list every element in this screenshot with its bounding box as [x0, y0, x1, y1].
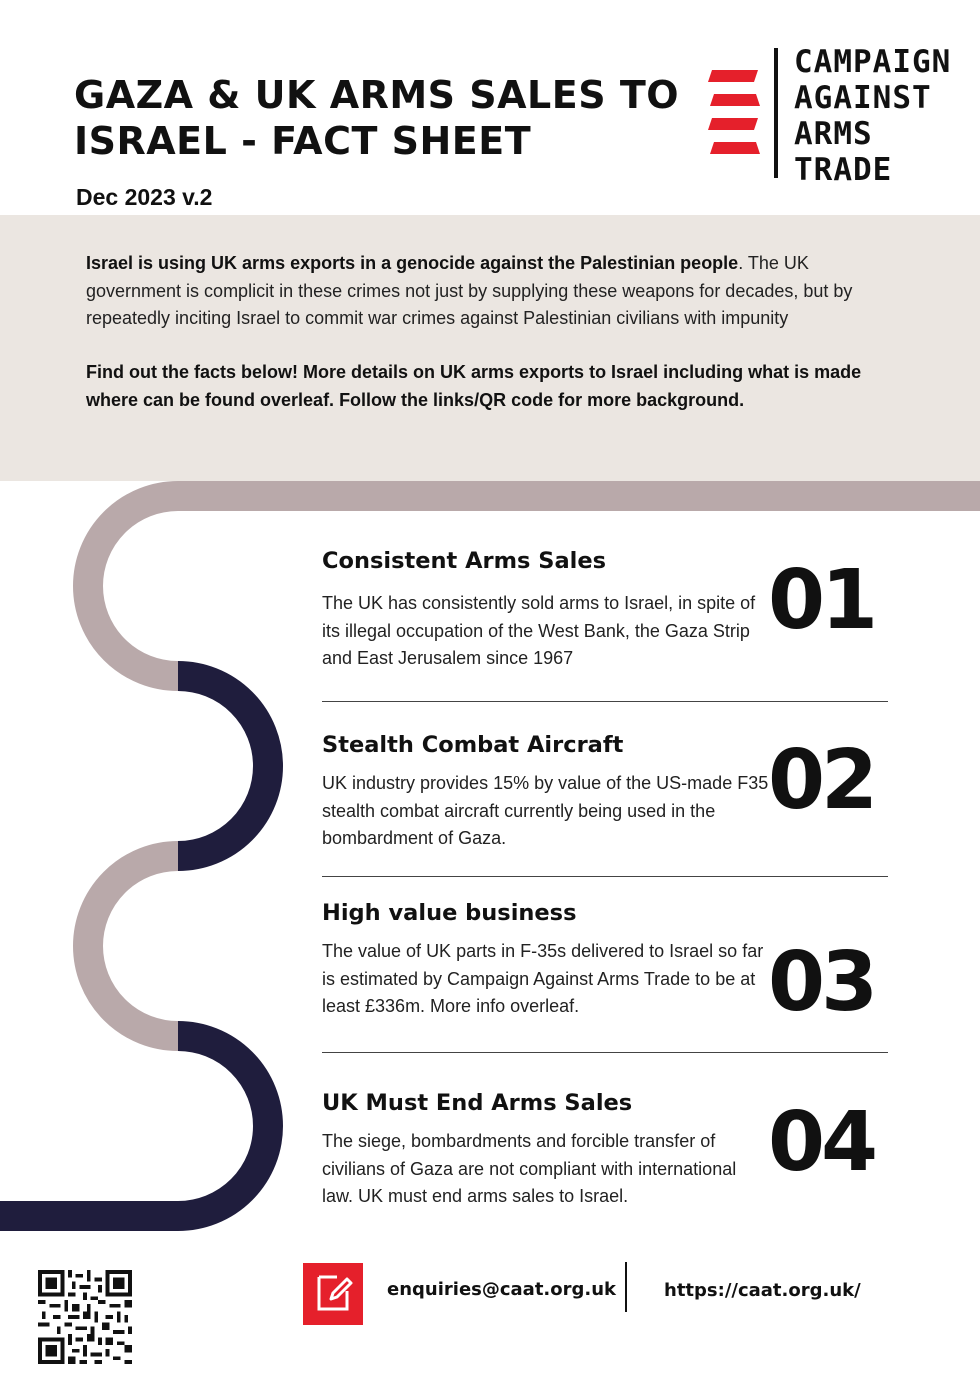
fact-number: 02	[768, 733, 875, 828]
footer-divider	[625, 1262, 627, 1312]
fact-title: Consistent Arms Sales	[322, 548, 607, 574]
fact-number: 04	[768, 1095, 875, 1190]
intro-paragraph	[86, 250, 906, 333]
qr-code-icon[interactable]	[38, 1270, 132, 1364]
caat-logo-wordmark	[794, 44, 951, 188]
edit-pen-icon[interactable]	[303, 1263, 363, 1325]
website-link[interactable]: https://caat.org.uk/	[664, 1280, 861, 1301]
contact-email-link[interactable]: enquiries@caat.org.uk	[387, 1279, 617, 1300]
logo-line-2: AGAINST	[794, 80, 932, 116]
intro-call-to-action: Find out the facts below! More details on UK arms exports to Israel including what is made where can be found overleaf. Follow the links/QR code for more background.	[86, 362, 862, 410]
fact-divider	[322, 1052, 888, 1053]
intro-body: . The UK government is complicit in these crimes not just by supplying these weapons for decades, but by repeatedly inciting Israel to commit war crimes against Palestinian civilians with impunity	[86, 253, 853, 328]
fact-text: UK industry provides 15% by value of the US-made F35 stealth combat aircraft currently being used in the bombardment of Gaza.	[322, 773, 769, 848]
fact-text: The siege, bombardments and forcible transfer of civilians of Gaza are not compliant with international law. UK must end arms sales to Israel.	[322, 1131, 737, 1206]
intro-lead: Israel is using UK arms exports in a genocide against the Palestinian people	[86, 253, 739, 273]
fact-title: UK Must End Arms Sales	[322, 1090, 633, 1116]
fact-item-1	[322, 548, 772, 673]
logo-line-1: CAMPAIGN	[794, 44, 952, 80]
logo-line-3: ARMS	[794, 116, 873, 152]
fact-title: High value business	[322, 900, 577, 926]
fact-item-2	[322, 732, 772, 853]
fact-number: 03	[768, 935, 875, 1030]
page-title	[74, 72, 694, 164]
title-line-1: GAZA & UK ARMS SALES TO	[74, 73, 680, 117]
fact-divider	[322, 876, 888, 877]
fact-item-3	[322, 900, 772, 1021]
logo-line-4: TRADE	[794, 152, 893, 188]
fact-text: The UK has consistently sold arms to Israel, in spite of its illegal occupation of the West Bank, the Gaza Strip and East Jerusalem since 1967	[322, 593, 756, 668]
fact-title: Stealth Combat Aircraft	[322, 732, 624, 758]
fact-number: 01	[768, 553, 875, 648]
title-line-2: ISRAEL - FACT SHEET	[74, 119, 532, 163]
fact-item-4	[322, 1090, 772, 1211]
logo-divider	[774, 48, 778, 178]
edit-pen-glyph-icon	[303, 1263, 363, 1325]
version-date: Dec 2023 v.2	[76, 184, 213, 210]
fact-text: The value of UK parts in F-35s delivered to Israel so far is estimated by Campaign Against Arms Trade to be at least £336m. More info overleaf.	[322, 941, 764, 1016]
caat-logo-mark-icon	[708, 68, 760, 158]
fact-divider	[322, 701, 888, 702]
